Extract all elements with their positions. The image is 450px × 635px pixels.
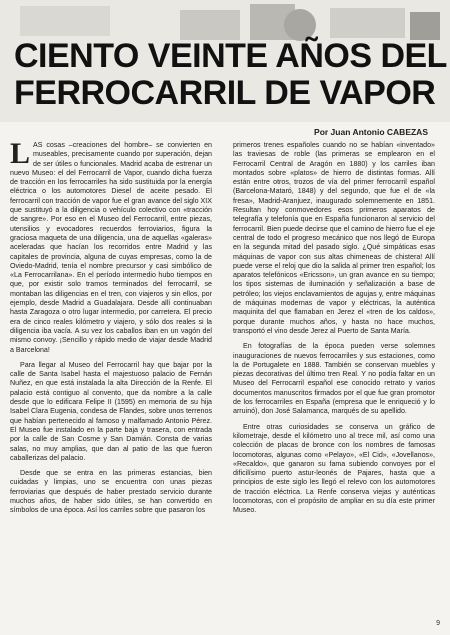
paragraph-1: [10, 137, 212, 355]
paragraph-3: Desde que se entra en las primeras estancias, bien cuidadas y limpias, uno se encuentra con unas piezas ferroviarias que después de haber prestado servicio durante muchos años, de haber sido útiles, se han convertido en símbolos de una época. Así los carriles sobre que pasaron los: [10, 469, 212, 515]
right-column: [233, 141, 435, 522]
paragraph-1-text: AS cosas –creaciones del hombre– se convierten en museables, precisamente cuando por superación, dejan de ser útiles o funcionales. Madrid acaba de estrenar un nuevo Museo: el del Ferrocarril de Vapor, cuando dicha fuerza de tracción en los ferrocarriles ha sido sustituida por la energía eléctrica o los automotores Diesel de aceite pesado. El ferrocarril con tracción de vapor fue el gran avance del siglo XIX que sustituyó a la diligencia o vehículo colectivo con «tracción de sangre». Por eso en el Museo del Ferrocarril, entre piezas, utensilios y evocadores recuerdos ferroviarios, figura la graciosa maqueta de una diligencia, una de aquellas «galeras» aceleradas que hacían los recorridos entre Madrid y las capitales de provincia, alguna de cuyas empresas, como la de Oviedo-Madrid, tenía el nombre precursor y casi simbólico de «La Ferrocarrilana». En el período intermedio hubo tiempos en que, por existir solo tramos terminados del ferrocarril, se montaban las diligencias en el tren, con viajeros y sin ellos, por ejemplo, desde Madrid a Guadalajara. Desde allí continuaban hasta Zaragoza o otro lugar intermedio, por carretera. El precio era de cinco reales kilómetro y viajero, y sólo dos reales si la diligencia iba vacía. A su vez los caballos iban en un vagón del mismo convoy. ¡Sencillo y rápido medio de viajar desde Madrid a Barcelona!: [10, 141, 212, 354]
dropcap: L: [10, 137, 31, 170]
paragraph-6: Entre otras curiosidades se conserva un gráfico de kilometraje, desde el kilómetro uno al trece mil, así como una colección de placas de bronce con los nombres de famosas locomotoras, algunas como «Pelayo», «El Cid», «Jovellanos», «Recaldo», que ganaron su fama subiendo convoyes por el dificilísimo puerto astur-leonés de Pajares, hasta que a principios de este siglo les llegó el relevo con los automotores de tracción eléctrica. La Renfe conserva viejas y auténticas locomotoras, con el propósito de ampliar en su día este primer Museo.: [233, 422, 435, 515]
title-line-1: CIENTO VEINTE AÑOS DEL: [14, 37, 447, 75]
paragraph-4: primeros trenes españoles cuando no se habían «inventado» las traviesas de roble (las primeras se emplearon en el Ferrocarril Central de Aragón en 1880) y los carriles iban montados sobre «platos» de hierro de distintas formas. Allí están entre otros, trozos de vía del primer ferrocarril español (Barcelona-Mataró, 1848) y del segundo, que fue el de «la fresa», Madrid-Aranjuez, inaugurado solemnemente en 1851. Resultan hoy conmovedores esos primeros aparatos de telegrafía y telefonía que en España funcionaron al servicio del ferrocarril. Bien puede decirse que el camino de hierro fue el eje central de todo el progreso mecánico que nos llegó de Europa en la segunda mitad del pasado siglo. ¿Qué simpáticas esas máquinas de vapor con sus altas chimeneas de chistera! Allí puede verse el reloj que dio la salida al primer tren español; los aparatos telefónicos «Ericsson», un gran avance en su tiempo; los tipos sistemas de iluminación y señalización a base de petróleo; los viejos enclavamientos de agujas y, entre máquinas de máquinas modernas de vapor y eléctricas, la auténtica maquinita del que flamaban en Jerez el «tren de los caldos», porque durante muchos años, y hasta no hace muchos, transportó el vino desde Jerez al Puerto de Santa María.: [233, 141, 435, 335]
page-number: 9: [436, 620, 440, 627]
left-column: [10, 137, 212, 522]
article-title: [14, 37, 447, 112]
paragraph-2: Para llegar al Museo del Ferrocarril hay que bajar por la calle de Santa Isabel hasta el majestuoso palacio de Fernán Nuñez, en que está instalada la alta Dirección de la Renfe. El palacio está contiguo al convento, que da nombre a la calle desde que lo edificara Felipe II (1595) en memoria de su hija Isabel Clara Eugenia, condesa de Flandes, sobre unos terrenos que habían pertenecido al famoso y malfamado Antonio Pérez. El Museo fue instalado en la parte baja y trasera, con entrada por la calle de San Cosme y San Damián. Consta de varias salas, no muy amplias, que dan al patio de las que fueron caballerizas del palacio.: [10, 360, 212, 462]
byline: Por Juan Antonio CABEZAS: [314, 127, 428, 137]
title-line-2: FERROCARRIL DE VAPOR: [14, 74, 436, 112]
paragraph-5: En fotografías de la época pueden verse solemnes inauguraciones de nuevos ferrocarriles y sus estaciones, como la de Portugalete en 1888. También se conservan muebles y piezas decorativas del último tren Real. Y no podía faltar en un Museo del Ferrocarril español ese conocido retrato y varios documentos manuscritos firmados por el que fue gran promotor de los ferrocarriles en España (empresa que le enriqueció y lo arruinó), don José Salamanca, marqués de su apellido.: [233, 342, 435, 416]
